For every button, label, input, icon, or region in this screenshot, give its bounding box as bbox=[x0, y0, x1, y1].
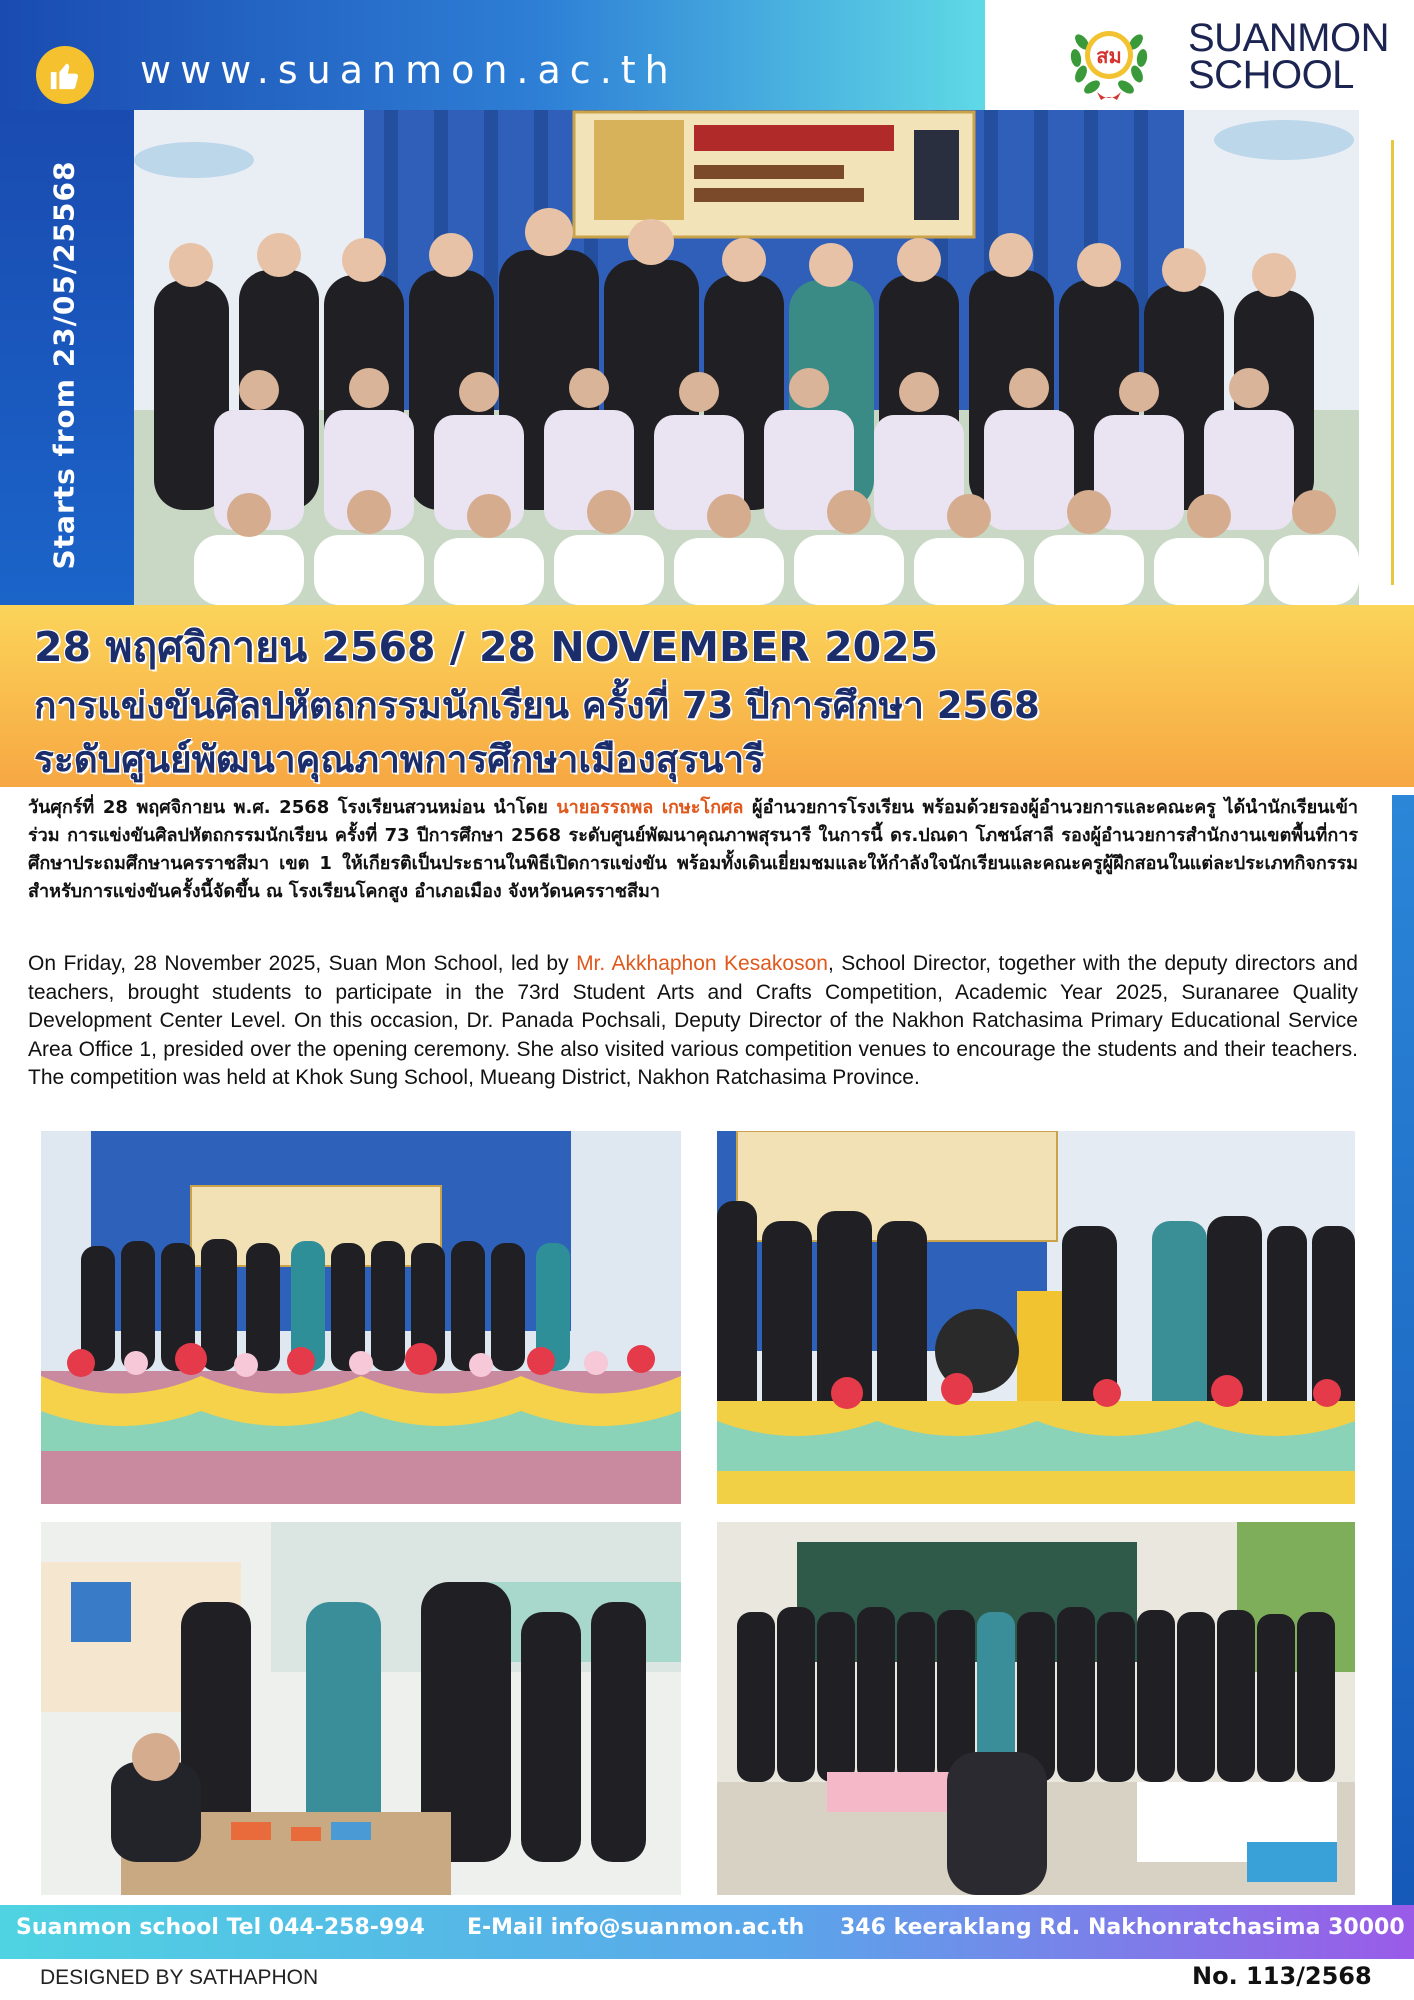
photo-visit-classroom bbox=[41, 1522, 681, 1895]
footer-school-tel[interactable]: Suanmon school Tel 044-258-994 bbox=[16, 1915, 425, 1940]
body-text-thai bbox=[28, 794, 1358, 906]
director-name-english: Mr. Akkhaphon Kesakoson bbox=[576, 952, 828, 975]
vertical-start-date: Starts from 23/05/25568 bbox=[47, 160, 81, 570]
photo-opening-gong bbox=[717, 1131, 1355, 1504]
director-name-thai: นายอรรถพล เกษะโกศล bbox=[556, 797, 744, 818]
school-name-line2: SCHOOL bbox=[1188, 53, 1354, 97]
photo-visit-art-room bbox=[717, 1522, 1355, 1895]
photo-ceremony-group bbox=[41, 1131, 681, 1504]
english-text-part1: On Friday, 28 November 2025, Suan Mon School, led by bbox=[28, 952, 577, 975]
thumbs-up-icon bbox=[36, 46, 94, 104]
right-accent-bar bbox=[1392, 795, 1414, 1905]
body-text-english bbox=[28, 950, 1358, 1093]
english-text-part2: , School Director, together with the deputy directors and teachers, brought students to participate in the 73rd Student Arts and Crafts Competition, Academic Year 2025, Suranaree Quality Development Center Level. On this occasion, Dr. Panada Pochsali, Deputy Director of the Nakhon Ratchasima Primary Educational Service Area Office 1, presided over the opening ceremony. She also visited various competition venues to encourage the students and their teachers. The competition was held at Khok Sung School, Mueang District, Nakhon Ratchasima Province. bbox=[28, 952, 1358, 1089]
thai-text-part1: วันศุกร์ที่ 28 พฤศจิกายน พ.ศ. 2568 โรงเรียนสวนหม่อน นำโดย bbox=[28, 797, 557, 818]
thai-text-part2: ผู้อำนวยการโรงเรียน พร้อมด้วยรองผู้อำนวยการและคณะครู ได้นำนักเรียนเข้าร่วม การแข่งขันศิลปหัตถกรรมนักเรียน ครั้งที่ 73 ปีการศึกษา 2568 ระดับศูนย์พัฒนาคุณภาพสุรนารี ในการนี้ ดร.ปณดา โภชน์สาลี รองผู้อำนวยการสำนักงานเขตพื้นที่การศึกษาประถมศึกษานครราชสีมา เขต 1 ให้เกียรติเป็นประธานในพิธีเปิดการแข่งขัน พร้อมทั้งเดินเยี่ยมชมและให้กำลังใจนักเรียนและคณะครูผู้ฝึกสอนในแต่ละประเภทกิจกรรม สำหรับการแข่งขันครั้งนี้จัดขึ้น ณ โรงเรียนโคกสูง อำเภอเมือง จังหวัดนครราชสีมา bbox=[28, 797, 1359, 902]
logo-mark-text: สม bbox=[1096, 44, 1122, 68]
school-emblem-logo bbox=[1062, 12, 1156, 106]
hero-group-photo bbox=[134, 110, 1359, 605]
event-date-title: 28 พฤศจิกายน 2568 / 28 NOVEMBER 2025 bbox=[34, 623, 939, 671]
footer-address: 346 keeraklang Rd. Nakhonratchasima 30000 bbox=[840, 1915, 1405, 1940]
website-url[interactable]: www.suanmon.ac.th bbox=[140, 48, 678, 92]
right-accent-line bbox=[1391, 140, 1394, 585]
footer-email[interactable]: E-Mail info@suanmon.ac.th bbox=[467, 1915, 805, 1940]
event-level-title: ระดับศูนย์พัฒนาคุณภาพการศึกษาเมืองสุรนารี bbox=[34, 738, 765, 781]
event-name-title: การแข่งขันศิลปหัตถกรรมนักเรียน ครั้งที่ 73 ปีการศึกษา 2568 bbox=[34, 684, 1040, 727]
school-name-line1: SUANMON bbox=[1188, 16, 1389, 60]
designer-credit: DESIGNED BY SATHAPHON bbox=[40, 1966, 319, 1989]
school-name-logo bbox=[1188, 16, 1389, 97]
issue-number: No. 113/2568 bbox=[1192, 1962, 1372, 1990]
